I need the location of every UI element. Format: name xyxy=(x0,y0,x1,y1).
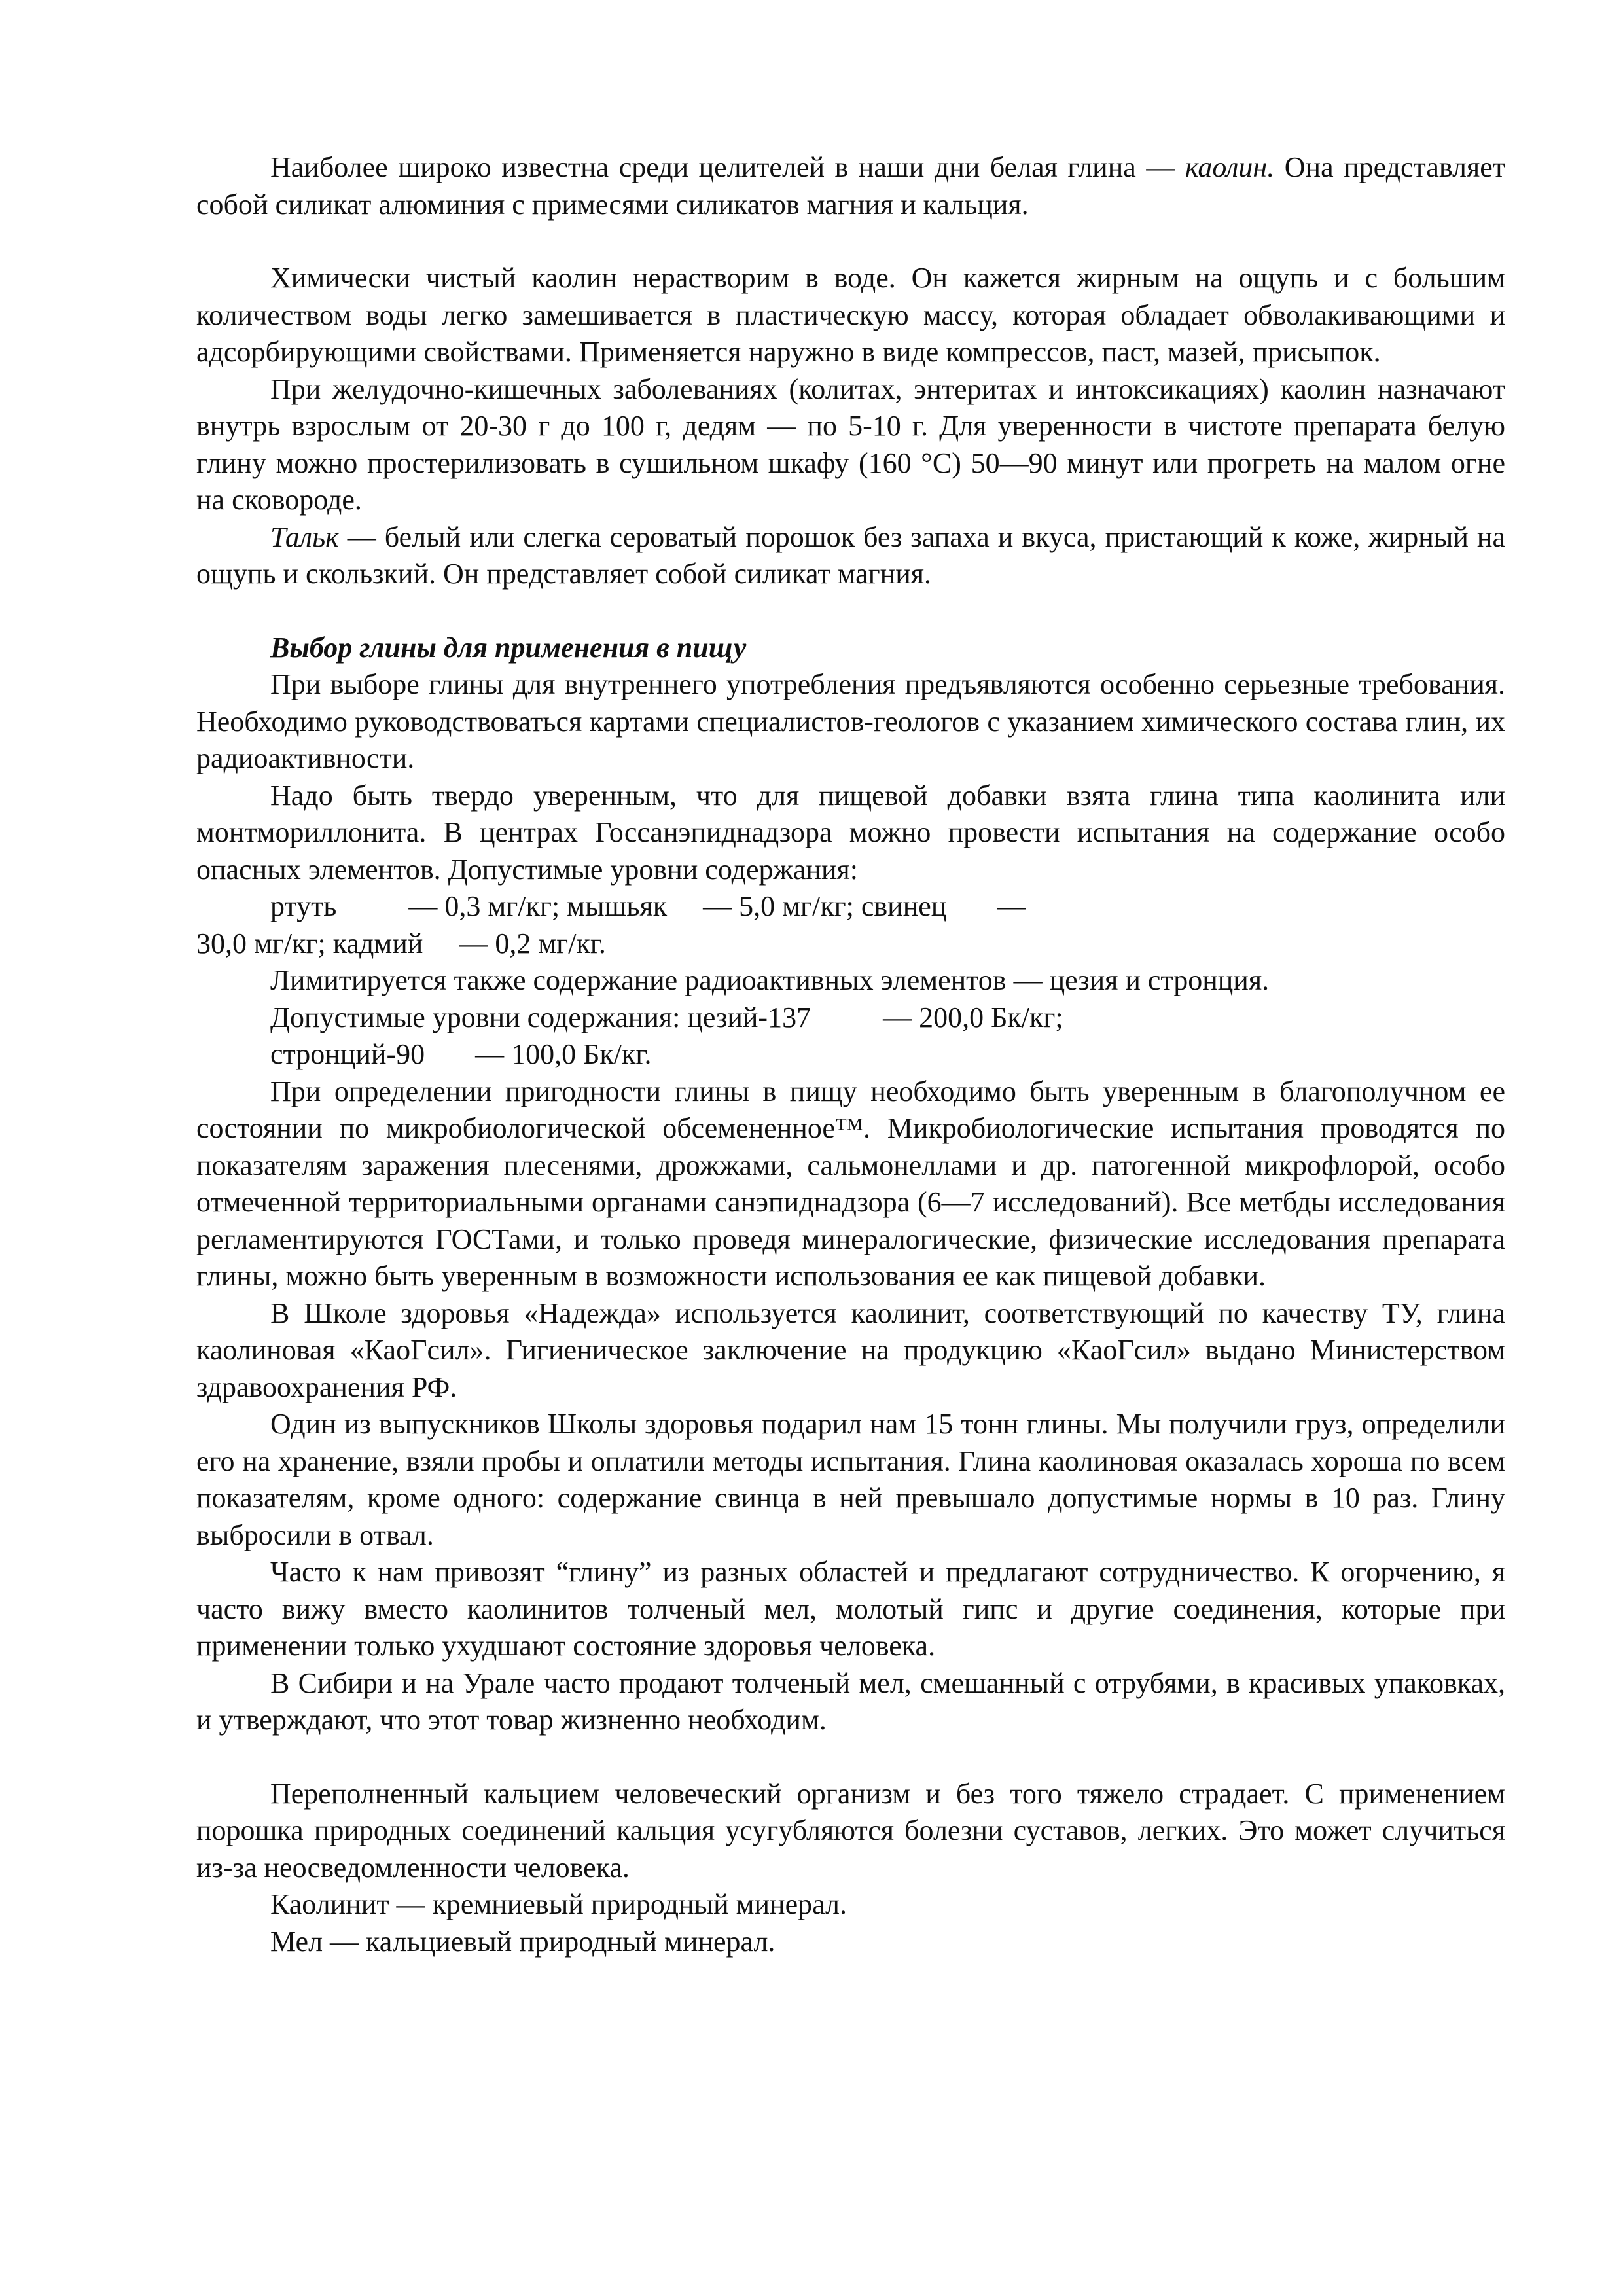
kaolin-intro-text: Наиболее широко известна среди целителей в наши дни белая глина — xyxy=(270,151,1185,183)
paragraph-kaolinite-definition: Каолинит — кремниевый природный минерал. xyxy=(270,1888,847,1920)
paragraph-gift-clay: Один из выпускников Школы здоровья подарил нам 15 тонн глины. Мы получили груз, определили его на хранение, взяли пробы и оплатили методы испытания. Глина каолиновая оказалась хороша по всем показателям, кроме одного: содержание свинца в ней превышало допустимые нормы в 10 раз. Глину выбросили в отвал. xyxy=(196,1408,1505,1551)
paragraph-kaolin-dosage: При желудочно-кишечных заболеваниях (колитах, энтеритах и интоксикациях) каолин назначают внутрь взрослым от 20-30 г до 100 г, дедям — по 5-10 г. Для уверенности в чистоте препарата белую глину можно простерилизовать в сушильном шкафу (160 °С) 50—90 минут или прогреть на малом огне на сковороде. xyxy=(196,372,1505,516)
paragraph-microbiology: При определении пригодности глины в пищу необходимо быть уверенным в благополучном ее состоянии по микробиологической обсемененное™. Микробиологические испытания проводятся по показателям заражения плесенями, дрожжами, сальмонеллами и др. патогенной микрофлорой, особо отмеченной территориальными органами санэпиднадзора (6—7 исследований). Все метбды исследования регламентируются ГОСТами, и только проведя минералогические, физические исследования препарата глины, можно быть уверенным в возможности использования ее как пищевой добавки. xyxy=(196,1075,1505,1292)
paragraph-gap xyxy=(196,223,1505,260)
paragraph-gap xyxy=(196,593,1505,630)
paragraph-school-kaolinite: В Школе здоровья «Надежда» используется каолинит, соответствующий по качеству ТУ, глина каолиновая «КаоГсил». Гигиеническое заключение на продукцию «КаоГсил» выдано Министерством здравоохранения РФ. xyxy=(196,1297,1505,1403)
paragraph-clay-type: Надо быть твердо уверенным, что для пищевой добавки взята глина типа каолинита или монтмориллонита. В центрах Госсанэпиднадзора можно провести испытания на содержание особо опасных элементов. Допустимые уровни содержания: xyxy=(196,779,1505,886)
kaolin-intro-rest: Она представляет собой силикат алюминия с примесями силикатов магния и кальция. xyxy=(196,151,1505,221)
paragraph-siberia-chalk: В Сибири и на Урале часто продают толченый мел, смешанный с отрубями, в красивых упаковках, и утверждают, что этот товар жизненно необходим. xyxy=(196,1666,1505,1736)
paragraph-radioactive: Лимитируется также содержание радиоактивных элементов — цезия и стронция. xyxy=(270,964,1270,996)
document-page xyxy=(196,149,1505,1960)
paragraph-kaolin-intro xyxy=(196,149,1505,223)
section-heading: Выбор глины для применения в пищу xyxy=(270,631,747,664)
talc-term: Тальк xyxy=(270,520,339,553)
talc-text: — белый или слегка сероватый порошок без запаха и вкуса, пристающий к коже, жирный на ощупь и скользкий. Он представляет собой силикат магния. xyxy=(196,520,1505,590)
levels-line-1: ртуть — 0,3 мг/кг; мышьяк — 5,0 мг/кг; свинец — xyxy=(270,890,1026,922)
paragraph-kaolin-properties: Химически чистый каолин нерастворим в воде. Он кажется жирным на ощупь и с большим количеством воды легко замешивается в пластическую массу, которая обладает обволакивающими и адсорбирующими свойствами. Применяется наружно в виде компрессов, паст, мазей, присыпок. xyxy=(196,262,1505,368)
radio-levels-line-2: стронций-90 — 100,0 Бк/кг. xyxy=(270,1038,652,1070)
paragraph-calcium: Переполненный кальцием человеческий организм и без того тяжело страдает. С применением порошка природных соединений кальция усугубляются болезни суставов, легких. Это может случиться из-за неосведомленности человека. xyxy=(196,1777,1505,1884)
kaolin-term: каолин. xyxy=(1185,151,1275,183)
paragraph-talc xyxy=(196,519,1505,593)
levels-line-2: 30,0 мг/кг; кадмий — 0,2 мг/кг. xyxy=(196,927,606,960)
radio-levels-line-1: Допустимые уровни содержания: цезий-137 — 200,0 Бк/кг; xyxy=(270,1001,1063,1033)
paragraph-chalk-definition: Мел — кальциевый природный минерал. xyxy=(270,1925,776,1958)
paragraph-requirements: При выборе глины для внутреннего употребления предъявляются особенно серьезные требования. Необходимо руководствоваться картами специалистов-геологов с указанием химического состава глин, их радиоактивности. xyxy=(196,668,1505,774)
paragraph-gap xyxy=(196,1739,1505,1776)
paragraph-fake-clay: Часто к нам привозят “глину” из разных областей и предлагают сотрудничество. К огорчению, я часто вижу вместо каолинитов толченый мел, молотый гипс и другие соединения, которые при применении только ухудшают состояние здоровья человека. xyxy=(196,1556,1505,1662)
